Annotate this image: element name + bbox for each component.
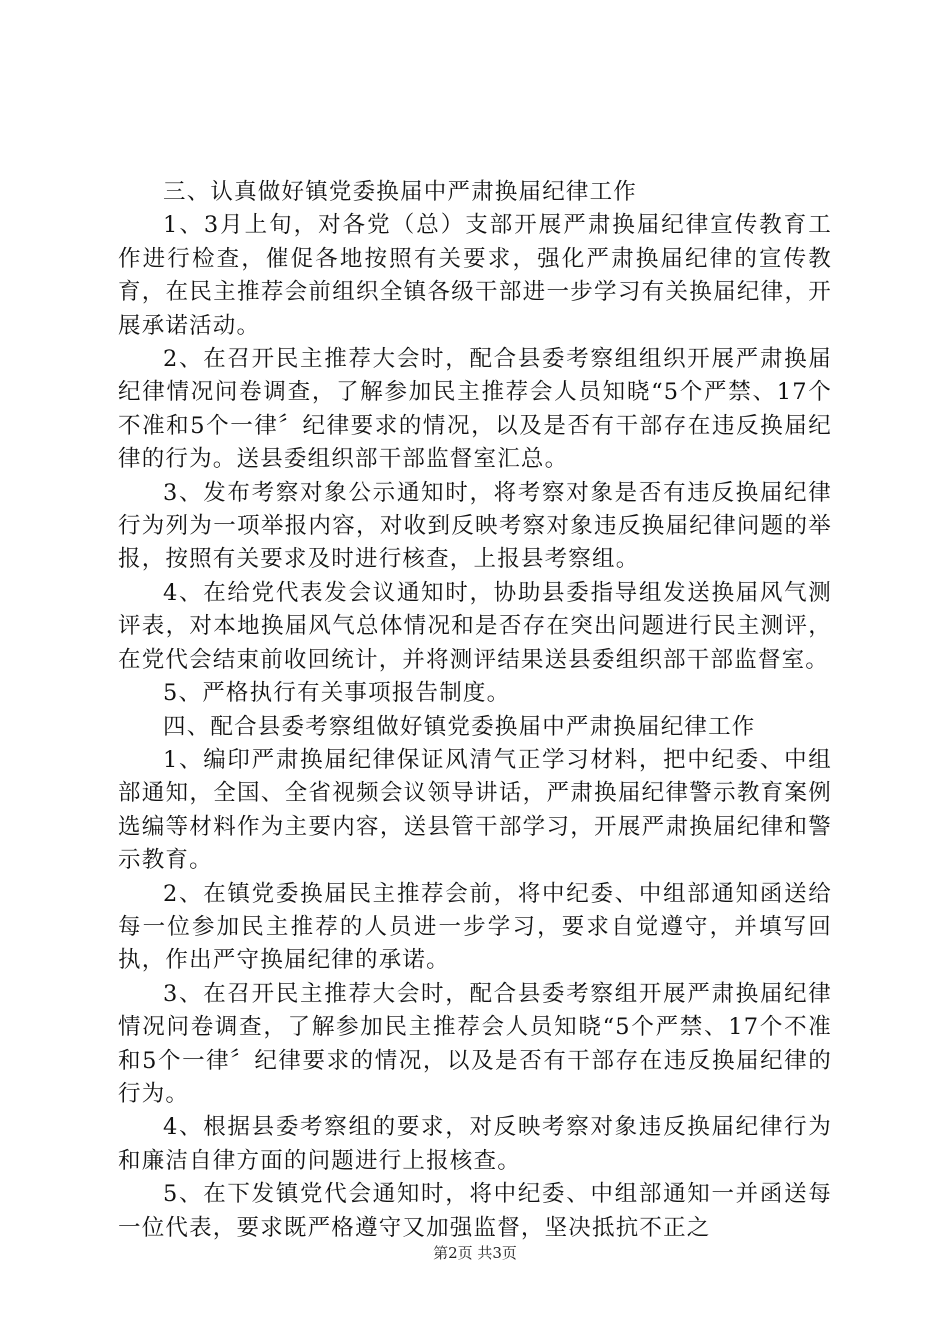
paragraph-item: 1、编印严肃换届纪律保证风清气正学习材料，把中纪委、中组部通知，全国、全省视频会议领导讲话，严肃换届纪律警示教育案例选编等材料作为主要内容，送县管干部学习，开展严肃换届纪律和警示教育。: [118, 746, 832, 874]
section-heading-4: 四、配合县委考察组做好镇党委换届中严肃换届纪律工作: [163, 713, 756, 740]
paragraph-item: 4、根据县委考察组的要求，对反映考察对象违反换届纪律行为和廉洁自律方面的问题进行上报核查。: [118, 1114, 832, 1174]
paragraph-item: 1、3月上旬，对各党（总）支部开展严肃换届纪律宣传教育工作进行检查，催促各地按照有关要求，强化严肃换届纪律的宣传教育，在民主推荐会前组织全镇各级干部进一步学习有关换届纪律，开展承诺活动。: [118, 212, 832, 339]
page-number-footer: 第2页 共3页: [433, 1244, 517, 1262]
paragraph-item: 3、在召开民主推荐大会时，配合县委考察组开展严肃换届纪律情况问卷调查，了解参加民主推荐会人员知晓“5个严禁、17个不准和5个一律〞纪律要求的情况，以及是否有干部存在违反换届纪律的行为。: [118, 980, 832, 1107]
paragraph-item: 5、严格执行有关事项报告制度。: [163, 680, 511, 707]
section-heading-3: 三、认真做好镇党委换届中严肃换届纪律工作: [163, 179, 638, 205]
paragraph-item: 5、在下发镇党代会通知时，将中纪委、中组部通知一并函送每一位代表，要求既严格遵守又加强监督，坚决抵抗不正之: [118, 1181, 832, 1241]
document-body: [118, 176, 832, 1245]
paragraph-item: 2、在召开民主推荐大会时，配合县委考察组组织开展严肃换届纪律情况问卷调查，了解参加民主推荐会人员知晓“5个严禁、17个不准和5个一律〞纪律要求的情况，以及是否有干部存在违反换届纪律的行为。送县委组织部干部监督室汇总。: [118, 346, 832, 473]
paragraph-item: 4、在给党代表发会议通知时，协助县委指导组发送换届风气测评表，对本地换届风气总体情况和是否存在突出问题进行民主测评，在党代会结束前收回统计，并将测评结果送县委组织部干部监督室。: [118, 579, 832, 673]
paragraph-item: 3、发布考察对象公示通知时，将考察对象是否有违反换届纪律行为列为一项举报内容，对收到反映考察对象违反换届纪律问题的举报，按照有关要求及时进行核查，上报县考察组。: [118, 479, 832, 573]
paragraph-item: 2、在镇党委换届民主推荐会前，将中纪委、中组部通知函送给每一位参加民主推荐的人员进一步学习，要求自觉遵守，并填写回执，作出严守换届纪律的承诺。: [118, 880, 832, 974]
